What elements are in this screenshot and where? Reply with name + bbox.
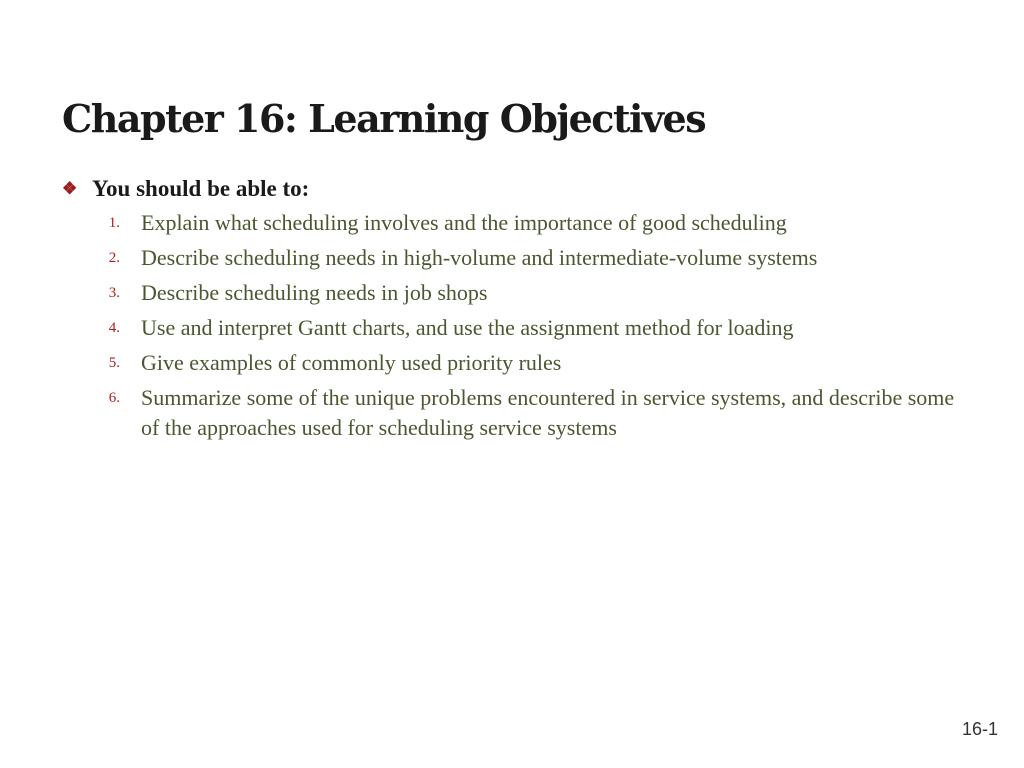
objective-item	[62, 383, 962, 443]
objective-number: 4.	[108, 320, 120, 336]
objective-text: Describe scheduling needs in high-volume and intermediate-volume systems	[141, 245, 818, 270]
objective-item	[62, 243, 962, 273]
objective-number: 1.	[108, 215, 120, 231]
objective-item	[62, 208, 962, 238]
objective-text: Use and interpret Gantt charts, and use the assignment method for loading	[141, 315, 794, 340]
lead-bullet	[62, 176, 962, 202]
objective-text: Summarize some of the unique problems encountered in service systems, and describe some of the approaches used for scheduling service systems	[141, 385, 955, 440]
objectives-list	[62, 208, 962, 443]
slide-content	[62, 176, 962, 448]
objective-number: 5.	[108, 355, 120, 371]
objective-number: 6.	[108, 390, 120, 406]
objective-number: 3.	[108, 285, 120, 301]
objective-text: Describe scheduling needs in job shops	[141, 280, 488, 305]
slide-title: Chapter 16: Learning Objectives	[62, 96, 706, 141]
objective-text: Explain what scheduling involves and the importance of good scheduling	[141, 210, 787, 235]
lead-text: You should be able to:	[92, 176, 310, 201]
objective-number: 2.	[108, 250, 120, 266]
objective-text: Give examples of commonly used priority rules	[141, 350, 562, 375]
diamond-bullet-icon: ❖	[62, 179, 78, 198]
objective-item	[62, 313, 962, 343]
slide-number: 16-1	[961, 719, 998, 739]
objective-item	[62, 278, 962, 308]
objective-item	[62, 348, 962, 378]
